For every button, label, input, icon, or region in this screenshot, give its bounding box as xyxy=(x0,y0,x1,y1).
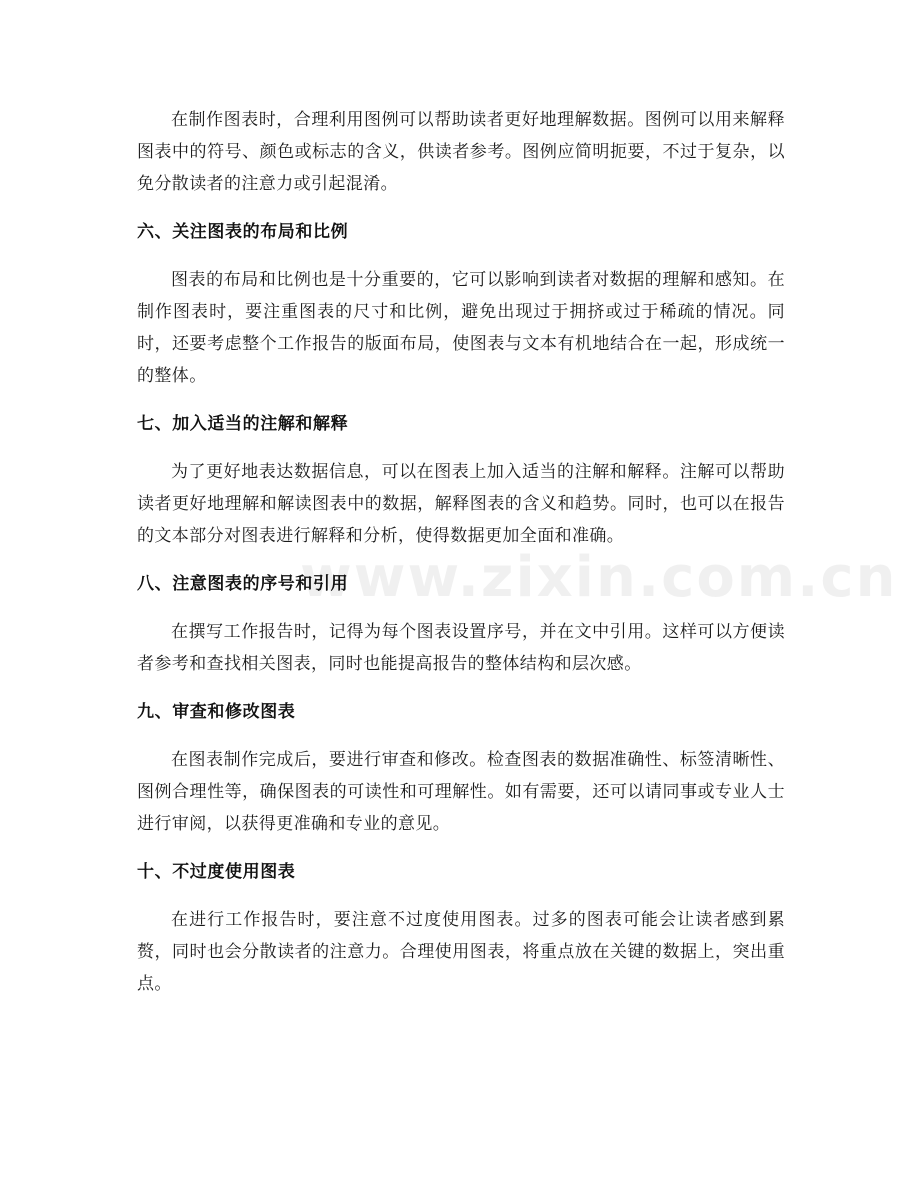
section-heading-10: 十、不过度使用图表 xyxy=(137,862,296,882)
section-paragraph-6: 图表的布局和比例也是十分重要的，它可以影响到读者对数据的理解和感知。在制作图表时，要注重图表的尺寸和比例，避免出现过于拥挤或过于稀疏的情况。同时，还要考虑整个工作报告的版面布局，使图表与文本有机地结合在一起，形成统一的整体。 xyxy=(137,270,785,386)
document-body xyxy=(137,104,785,1000)
section-paragraph-7: 为了更好地表达数据信息，可以在图表上加入适当的注解和解释。注解可以帮助读者更好地理解和解读图表中的数据，解释图表的含义和趋势。同时，也可以在报告的文本部分对图表进行解释和分析，使得数据更加全面和准确。 xyxy=(137,462,785,546)
section-heading-8: 八、注意图表的序号和引用 xyxy=(137,574,349,594)
section-paragraph-8: 在撰写工作报告时，记得为每个图表设置序号，并在文中引用。这样可以方便读者参考和查找相关图表，同时也能提高报告的整体结构和层次感。 xyxy=(137,622,785,674)
section-paragraph-10: 在进行工作报告时，要注意不过度使用图表。过多的图表可能会让读者感到累赘，同时也会分散读者的注意力。合理使用图表，将重点放在关键的数据上，突出重点。 xyxy=(137,910,785,994)
section-paragraph-9: 在图表制作完成后，要进行审查和修改。检查图表的数据准确性、标签清晰性、图例合理性等，确保图表的可读性和可理解性。如有需要，还可以请同事或专业人士进行审阅，以获得更准确和专业的意见。 xyxy=(137,750,785,834)
section-heading-9: 九、审查和修改图表 xyxy=(137,702,296,722)
watermark: www.zixin.com.cn xyxy=(300,545,898,610)
intro-paragraph: 在制作图表时，合理利用图例可以帮助读者更好地理解数据。图例可以用来解释图表中的符号、颜色或标志的含义，供读者参考。图例应简明扼要，不过于复杂，以免分散读者的注意力或引起混淆。 xyxy=(137,110,785,194)
section-heading-7: 七、加入适当的注解和解释 xyxy=(137,414,349,434)
section-heading-6: 六、关注图表的布局和比例 xyxy=(137,222,349,242)
